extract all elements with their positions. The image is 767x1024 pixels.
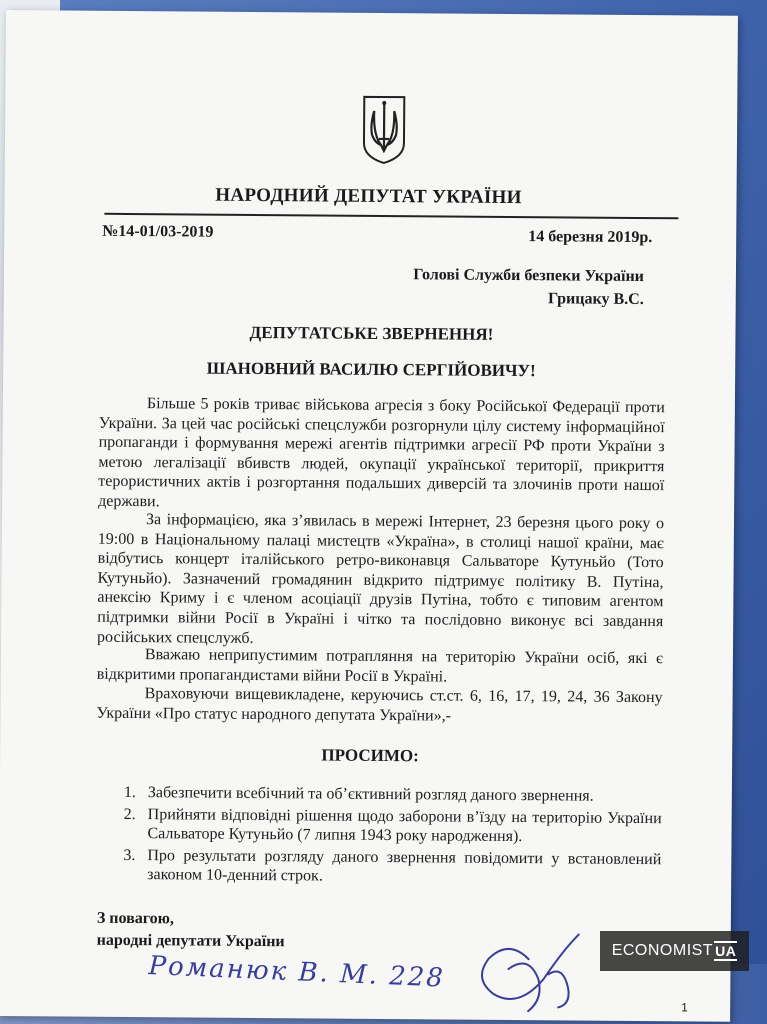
request-list (95, 783, 662, 891)
closing-regards: З повагою, (96, 909, 174, 928)
closing-block (97, 908, 285, 953)
list-item-number: 2. (123, 805, 136, 823)
paragraph-text: Враховуючи вищевикладене, керуючись ст.ст. 6, 16, 17, 19, 24, 36 Закону України «Про статус народного депутата України»,- (96, 685, 663, 725)
document-page (0, 10, 738, 1022)
paragraph-aggression (98, 394, 665, 516)
signature-icon (468, 919, 589, 1015)
document-date: 14 березня 2019р. (528, 228, 653, 247)
paragraph-unacceptable (97, 645, 663, 689)
document-title: НАРОДНИЙ ДЕПУТАТ УКРАЇНИ (215, 184, 522, 209)
list-item-text: Забезпечити всебічний та об’єктивний розгляд даного звернення. (147, 784, 594, 805)
economist-watermark-logo (600, 931, 749, 971)
paragraph-legal-basis (96, 684, 662, 728)
paragraph-text: Вважаю неприпустимим потрапляння на територію України осіб, які є відкритими пропагандистами війни Росії в Україні. (96, 646, 663, 686)
list-item (96, 783, 662, 807)
paragraph-concert (97, 510, 664, 652)
list-item (95, 804, 661, 848)
appeal-title: ДЕПУТАТСЬКЕ ЗВЕРНЕННЯ! (249, 322, 494, 344)
addressee-position: Голові Служби безпеки України (413, 266, 644, 286)
handwritten-name: Романюк В. М. 228 (147, 950, 446, 994)
closing-signatories: народні депутати України (96, 931, 285, 951)
request-title: ПРОСИМО: (321, 745, 419, 766)
list-item-number: 1. (123, 783, 136, 802)
salutation: ШАНОВНИЙ ВАСИЛЮ СЕРГІЙОВИЧУ! (206, 358, 536, 381)
paragraph-text: Більше 5 років триває військова агресія з боку Російської Федерації проти України. За цей час російські спецслужби розгорнули цілу систему інформаційної пропаганди і формування мережі агентів підтримки агресії РФ проти України з метою легалізації вбивств людей, окупації української території, прикриття терористичних актів і розгортання подальших диверсій та злочинів проти нашої держави. (98, 395, 665, 511)
list-item-number: 3. (123, 846, 136, 864)
list-item-text: Про результати розгляду даного звернення повідомити у встановлений законом 10-денний строк. (147, 846, 662, 885)
watermark-text: ECONOMIST (611, 942, 714, 959)
addressee-name: Грицаку В.С. (547, 290, 644, 309)
header-divider (104, 213, 678, 220)
list-item-text: Прийняти відповідні рішення щодо заборони в’їзду на територію України Сальваторе Кутуньйо (7 липня 1943 року народження). (147, 805, 662, 846)
trident-emblem-icon (361, 95, 408, 165)
page-number: 1 (681, 1000, 688, 1015)
list-item (95, 846, 661, 890)
paragraph-text: За інформацією, яка з’явилась в мережі Інтернет, 23 березня цього року о 19:00 в Національному палаці мистецтв «Україна», в столиці нашої країни, має відбутись концерт італійського ретро-виконавця Сальваторе Кутуньйо (Тото Кутуньйо). Зазначений громадянин відкрито підтримує політику В. Путіна, анексію Криму і є членом асоціації друзів Путіна, тобто є типовим агентом підтримки війни Росії в Україні і чітко та послідовно виконує всі завдання російських спецслужб. (97, 511, 665, 647)
registration-number: №14-01/03-2019 (102, 222, 214, 241)
watermark-suffix: UA (715, 943, 737, 959)
